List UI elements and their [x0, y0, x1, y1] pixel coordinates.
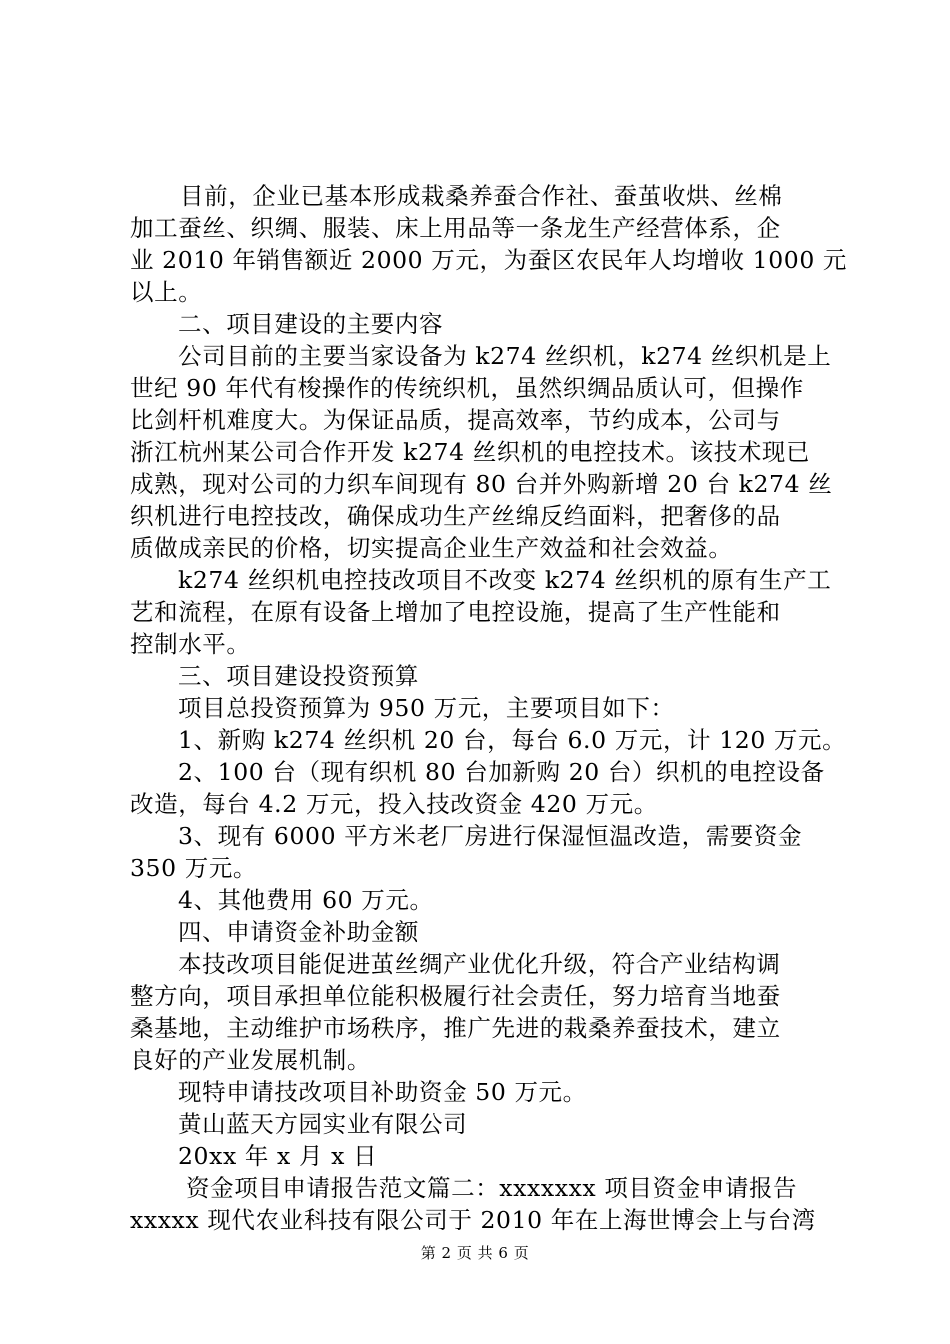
list-item-continuation: 350 万元。	[130, 854, 258, 882]
paragraph-line: 世纪 90 年代有梭操作的传统织机，虽然织绸品质认可，但操作	[130, 374, 804, 402]
paragraph-line: 加工蚕丝、织绸、服装、床上用品等一条龙生产经营体系，企	[130, 214, 781, 242]
paragraph-line: 比剑杆机难度大。为保证品质，提高效率，节约成本，公司与	[130, 406, 781, 434]
list-item: 1、新购 k274 丝织机 20 台，每台 6.0 万元，计 120 万元。	[178, 726, 847, 754]
paragraph-line: xxxxx 现代农业科技有限公司于 2010 年在上海世博会上与台湾	[130, 1206, 816, 1234]
list-item: 3、现有 6000 平方米老厂房进行保湿恒温改造，需要资金	[178, 822, 803, 850]
paragraph-line: 现特申请技改项目补助资金 50 万元。	[178, 1078, 587, 1106]
list-item: 2、100 台（现有织机 80 台加新购 20 台）织机的电控设备	[178, 758, 825, 786]
section-heading: 四、申请资金补助金额	[178, 918, 419, 946]
paragraph-line: 成熟，现对公司的力织车间现有 80 台并外购新增 20 台 k274 丝	[130, 470, 833, 498]
paragraph-line: 本技改项目能促进茧丝绸产业优化升级，符合产业结构调	[178, 950, 781, 978]
paragraph-line: 项目总投资预算为 950 万元，主要项目如下：	[178, 694, 675, 722]
paragraph-line: 质做成亲民的价格，切实提高企业生产效益和社会效益。	[130, 534, 733, 562]
paragraph-line: 公司目前的主要当家设备为 k274 丝织机，k274 丝织机是上	[178, 342, 832, 370]
paragraph-line: 浙江杭州某公司合作开发 k274 丝织机的电控技术。该技术现已	[130, 438, 811, 466]
paragraph-line: 艺和流程，在原有设备上增加了电控设施，提高了生产性能和	[130, 598, 781, 626]
paragraph-line: 桑基地，主动维护市场秩序，推广先进的栽桑养蚕技术，建立	[130, 1014, 781, 1042]
paragraph-line: 整方向，项目承担单位能积极履行社会责任，努力培育当地蚕	[130, 982, 781, 1010]
paragraph-line: 以上。	[130, 278, 203, 306]
section-heading: 二、项目建设的主要内容	[178, 310, 444, 338]
section-heading: 三、项目建设投资预算	[178, 662, 419, 690]
paragraph-line: 良好的产业发展机制。	[130, 1046, 371, 1074]
paragraph-line: 资金项目申请报告范文篇二：xxxxxxx 项目资金申请报告	[186, 1174, 798, 1202]
paragraph-line: 目前，企业已基本形成栽桑养蚕合作社、蚕茧收烘、丝棉	[180, 182, 783, 210]
list-item: 4、其他费用 60 万元。	[178, 886, 434, 914]
paragraph-line: 织机进行电控技改，确保成功生产丝绵反绉面料，把奢侈的品	[130, 502, 781, 530]
signature-date: 20xx 年 x 月 x 日	[178, 1142, 378, 1170]
list-item-continuation: 改造，每台 4.2 万元，投入技改资金 420 万元。	[130, 790, 658, 818]
signature-company: 黄山蓝天方园实业有限公司	[178, 1110, 468, 1138]
page-indicator: 第 2 页 共 6 页	[420, 1244, 530, 1262]
paragraph-line: k274 丝织机电控技改项目不改变 k274 丝织机的原有生产工	[178, 566, 832, 594]
paragraph-line: 业 2010 年销售额近 2000 万元，为蚕区农民年人均增收 1000 元	[130, 246, 848, 274]
paragraph-line: 控制水平。	[130, 630, 251, 658]
